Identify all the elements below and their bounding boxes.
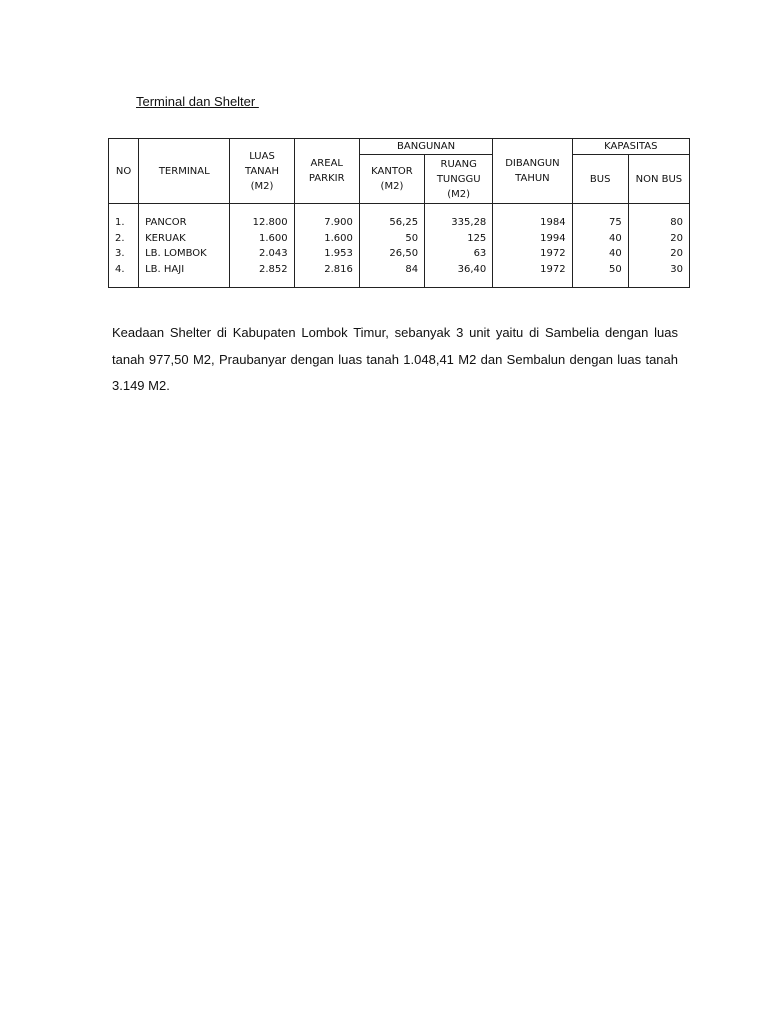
terminal-name: LB. HAJI [145, 263, 185, 275]
kantor-value: 56,25 [389, 217, 419, 228]
row-no: 3. [115, 248, 125, 259]
tahun-value: 1972 [540, 248, 566, 259]
non-bus-value: 30 [670, 263, 683, 275]
header-ruang-tunggu: RUANG TUNGGU (M2) [425, 155, 493, 204]
column-ruang-tunggu [425, 204, 493, 288]
column-non-bus [628, 204, 689, 288]
non-bus-value: 20 [670, 232, 683, 244]
areal-parkir-value: 2.816 [324, 263, 353, 275]
column-no [109, 204, 139, 288]
areal-parkir-value: 7.900 [324, 217, 353, 228]
tahun-value: 1984 [540, 217, 566, 228]
column-dibangun-tahun [493, 204, 572, 288]
header-terminal: TERMINAL [139, 139, 230, 204]
table-data-row [109, 204, 690, 288]
header-luas-tanah: LUAS TANAH (M2) [230, 139, 294, 204]
kantor-value: 26,50 [389, 248, 419, 259]
terminal-name: KERUAK [145, 232, 186, 244]
luas-tanah-value: 1.600 [258, 232, 288, 244]
header-bangunan: BANGUNAN [359, 139, 492, 155]
ruang-tunggu-value: 63 [473, 248, 487, 259]
luas-tanah-value: 12.800 [252, 217, 288, 228]
header-no: NO [109, 139, 139, 204]
column-kantor [359, 204, 424, 288]
shelter-paragraph: Keadaan Shelter di Kabupaten Lombok Timur, sebanyak 3 unit yaitu di Sambelia dengan luas tanah 977,50 M2, Praubanyar dengan luas tanah 1.048,41 M2 dan Sembalun dengan luas tanah 3.149 M2. [112, 325, 678, 393]
luas-tanah-value: 2.852 [258, 263, 288, 275]
ruang-tunggu-value: 36,40 [457, 263, 487, 275]
bus-value: 40 [609, 248, 622, 259]
bus-value: 50 [609, 263, 622, 275]
row-no: 1. [115, 217, 125, 228]
bus-value: 75 [609, 217, 622, 228]
tahun-value: 1972 [540, 263, 566, 275]
tahun-value: 1994 [540, 232, 566, 244]
kantor-value: 50 [405, 232, 419, 244]
areal-parkir-value: 1.953 [324, 248, 353, 259]
kantor-value: 84 [405, 263, 419, 275]
header-areal-parkir: AREAL PARKIR [294, 139, 359, 204]
terminal-name: PANCOR [145, 217, 187, 228]
column-terminal [139, 204, 230, 288]
column-areal-parkir [294, 204, 359, 288]
non-bus-value: 80 [670, 217, 683, 228]
column-luas-tanah [230, 204, 294, 288]
bus-value: 40 [609, 232, 622, 244]
column-bus [572, 204, 628, 288]
terminal-name: LB. LOMBOK [145, 248, 207, 259]
ruang-tunggu-value: 335,28 [451, 217, 487, 228]
row-no: 4. [115, 263, 125, 275]
ruang-tunggu-value: 125 [467, 232, 487, 244]
terminal-table [108, 138, 690, 288]
areal-parkir-value: 1.600 [324, 232, 353, 244]
header-non-bus: NON BUS [628, 155, 689, 204]
row-no: 2. [115, 232, 125, 244]
document-title: Terminal dan Shelter [136, 94, 259, 109]
header-kantor: KANTOR (M2) [359, 155, 424, 204]
header-bus: BUS [572, 155, 628, 204]
header-dibangun-tahun: DIBANGUN TAHUN [493, 139, 572, 204]
luas-tanah-value: 2.043 [258, 248, 288, 259]
non-bus-value: 20 [670, 248, 683, 259]
header-kapasitas: KAPASITAS [572, 139, 689, 155]
